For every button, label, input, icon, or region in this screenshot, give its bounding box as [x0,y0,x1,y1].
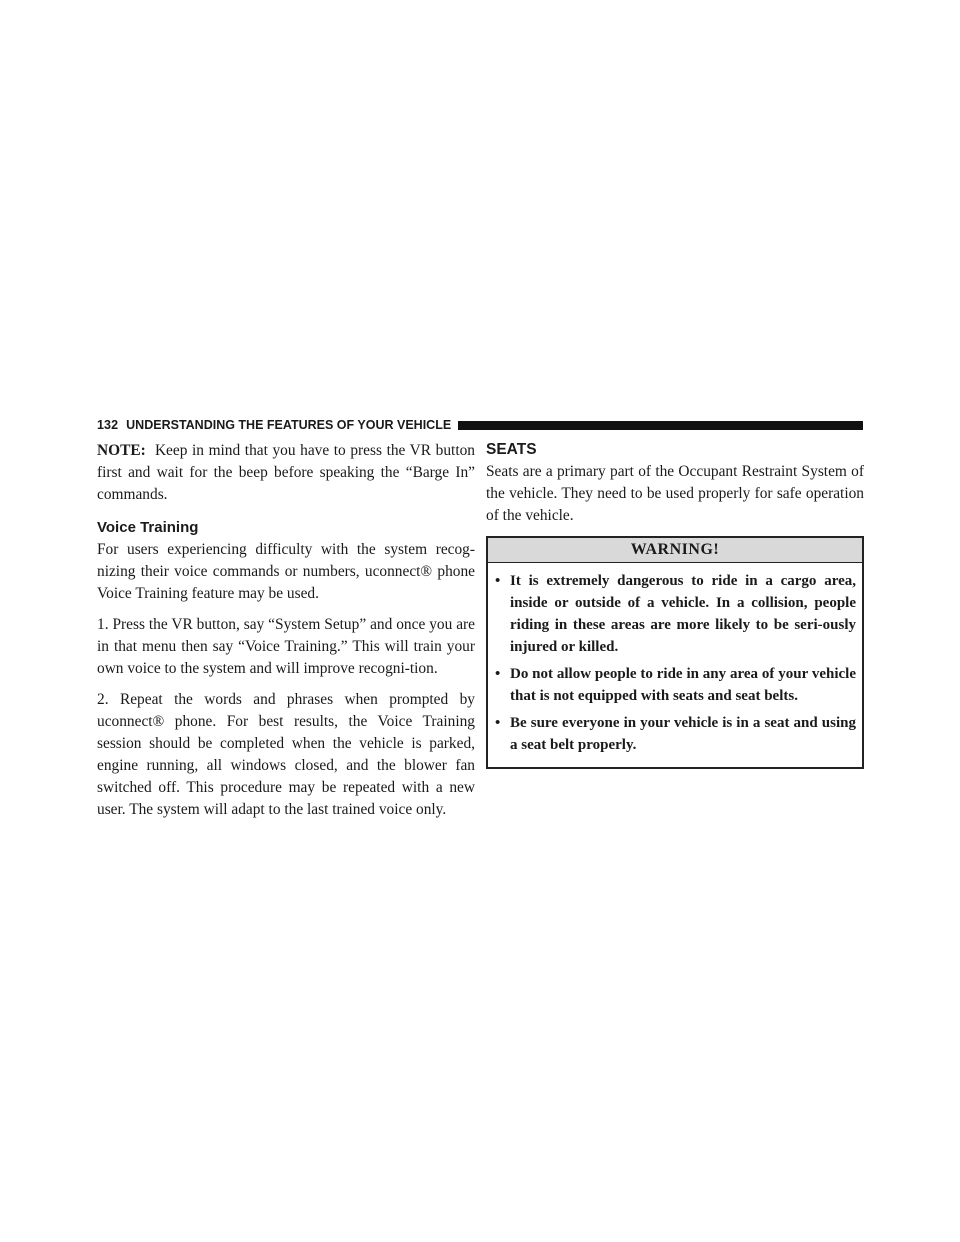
warning-title: WARNING! [488,538,862,563]
warning-list [488,563,862,767]
warning-box [486,536,864,769]
voice-training-intro: For users experiencing difficulty with the system recog-nizing their voice commands or numbers, uconnect® phone Voice Training feature may be used. [97,541,475,602]
warning-item [494,663,856,707]
note-text: Keep in mind that you have to press the VR button first and wait for the beep before speaking the “Barge In” commands. [97,442,475,503]
page-number: 132 [97,418,119,432]
warning-item [494,570,856,658]
seats-intro: Seats are a primary part of the Occupant Restraint System of the vehicle. They need to be used properly for safe operation of the vehicle. [486,463,864,524]
bullet-icon: • [495,715,501,731]
voice-training-heading: Voice Training [97,519,199,536]
section-title: UNDERSTANDING THE FEATURES OF YOUR VEHICLE [126,418,452,432]
warning-item-text: Do not allow people to ride in any area of your vehicle that is not equipped with seats and seat belts. [510,666,856,704]
note-paragraph [97,440,475,506]
voice-training-step-1: 1. Press the VR button, say “System Setup” and once you are in that menu then say “Voice Training.” This will train your own voice to the system and will improve recogni-tion. [97,616,475,677]
bullet-icon: • [495,666,501,682]
note-label: NOTE: [97,442,146,459]
seats-heading: SEATS [486,441,537,458]
right-column [486,440,864,769]
page-header [97,418,863,432]
bullet-icon: • [495,573,501,589]
voice-training-step-2: 2. Repeat the words and phrases when prompted by uconnect® phone. For best results, the Voice Training session should be completed when the vehicle is parked, engine running, all windows closed, and the blower fan switched off. This procedure may be repeated with a new user. The system will adapt to the last trained voice only. [97,691,475,818]
header-rule [458,421,863,430]
warning-item-text: It is extremely dangerous to ride in a cargo area, inside or outside of a vehicle. In a collision, people riding in these areas are more likely to be seri-ously injured or killed. [510,573,856,655]
warning-item-text: Be sure everyone in your vehicle is in a seat and using a seat belt properly. [510,715,856,753]
warning-item [494,712,856,756]
left-column [97,440,475,830]
